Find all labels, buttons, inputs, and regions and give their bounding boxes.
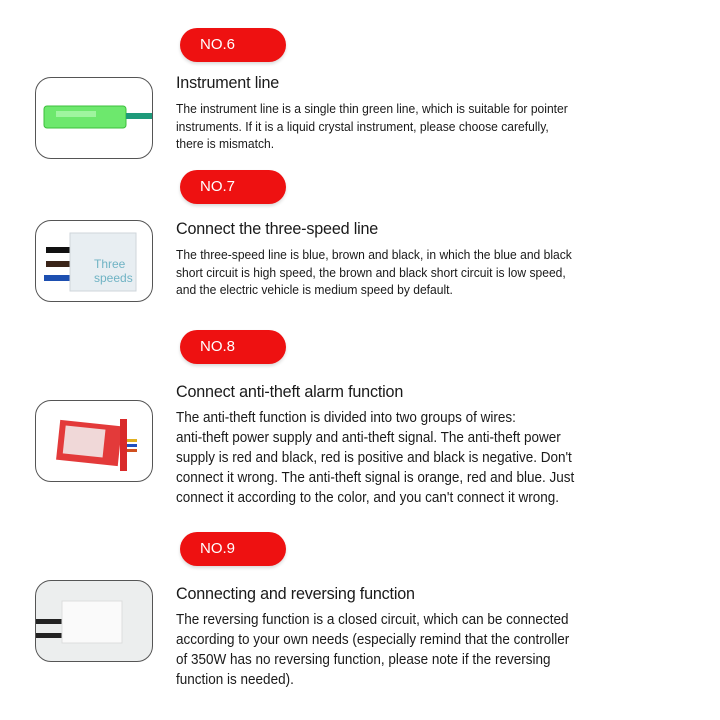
- section-title: Instrument line: [176, 73, 280, 92]
- badge-no7: NO.7: [180, 170, 286, 204]
- body-line: and the electric vehicle is medium speed by default.: [176, 282, 453, 297]
- badge-no6: NO.6: [180, 28, 286, 62]
- section-title: Connect the three-speed line: [176, 219, 379, 238]
- body-line: anti-theft power supply and anti-theft signal. The anti-theft power: [176, 429, 561, 446]
- instrument-line-image: [35, 77, 153, 159]
- body-line: The reversing function is a closed circuit, which can be connected: [176, 611, 569, 628]
- section-body: [176, 408, 574, 508]
- white-connector-icon: [36, 581, 152, 661]
- section-title: Connecting and reversing function: [176, 584, 415, 603]
- anti-theft-image: [35, 400, 153, 482]
- body-line: function is needed).: [176, 671, 294, 688]
- three-speeds-label: [94, 257, 133, 285]
- body-line: The three-speed line is blue, brown and black, in which the blue and black: [176, 247, 572, 262]
- body-line: according to your own needs (especially remind that the controller: [176, 631, 570, 648]
- body-line: of 350W has no reversing function, please note if the reversing: [176, 651, 551, 668]
- green-connector-icon: [36, 78, 152, 158]
- label-line: speeds: [94, 271, 133, 285]
- section-body: [176, 100, 568, 153]
- body-line: there is mismatch.: [176, 136, 275, 151]
- body-line: connect it according to the color, and you can't connect it wrong.: [176, 489, 560, 506]
- body-line: connect it wrong. The anti-theft signal is orange, red and blue. Just: [176, 469, 575, 486]
- badge-no8: NO.8: [180, 330, 286, 364]
- reversing-image: [35, 580, 153, 662]
- badge-no9: NO.9: [180, 532, 286, 566]
- body-line: The anti-theft function is divided into two groups of wires:: [176, 409, 516, 426]
- section-title: Connect anti-theft alarm function: [176, 382, 404, 401]
- section-body: [176, 246, 572, 299]
- body-line: The instrument line is a single thin green line, which is suitable for pointer: [176, 101, 568, 116]
- label-line: Three: [94, 257, 126, 271]
- red-connector-icon: [36, 401, 152, 481]
- body-line: supply is red and black, red is positive and black is negative. Don't: [176, 449, 572, 466]
- three-speed-image: [35, 220, 153, 302]
- body-line: short circuit is high speed, the brown and black short circuit is low speed,: [176, 264, 566, 280]
- section-body: [176, 610, 569, 690]
- body-line: instruments. If it is a liquid crystal instrument, please choose carefully,: [176, 118, 549, 134]
